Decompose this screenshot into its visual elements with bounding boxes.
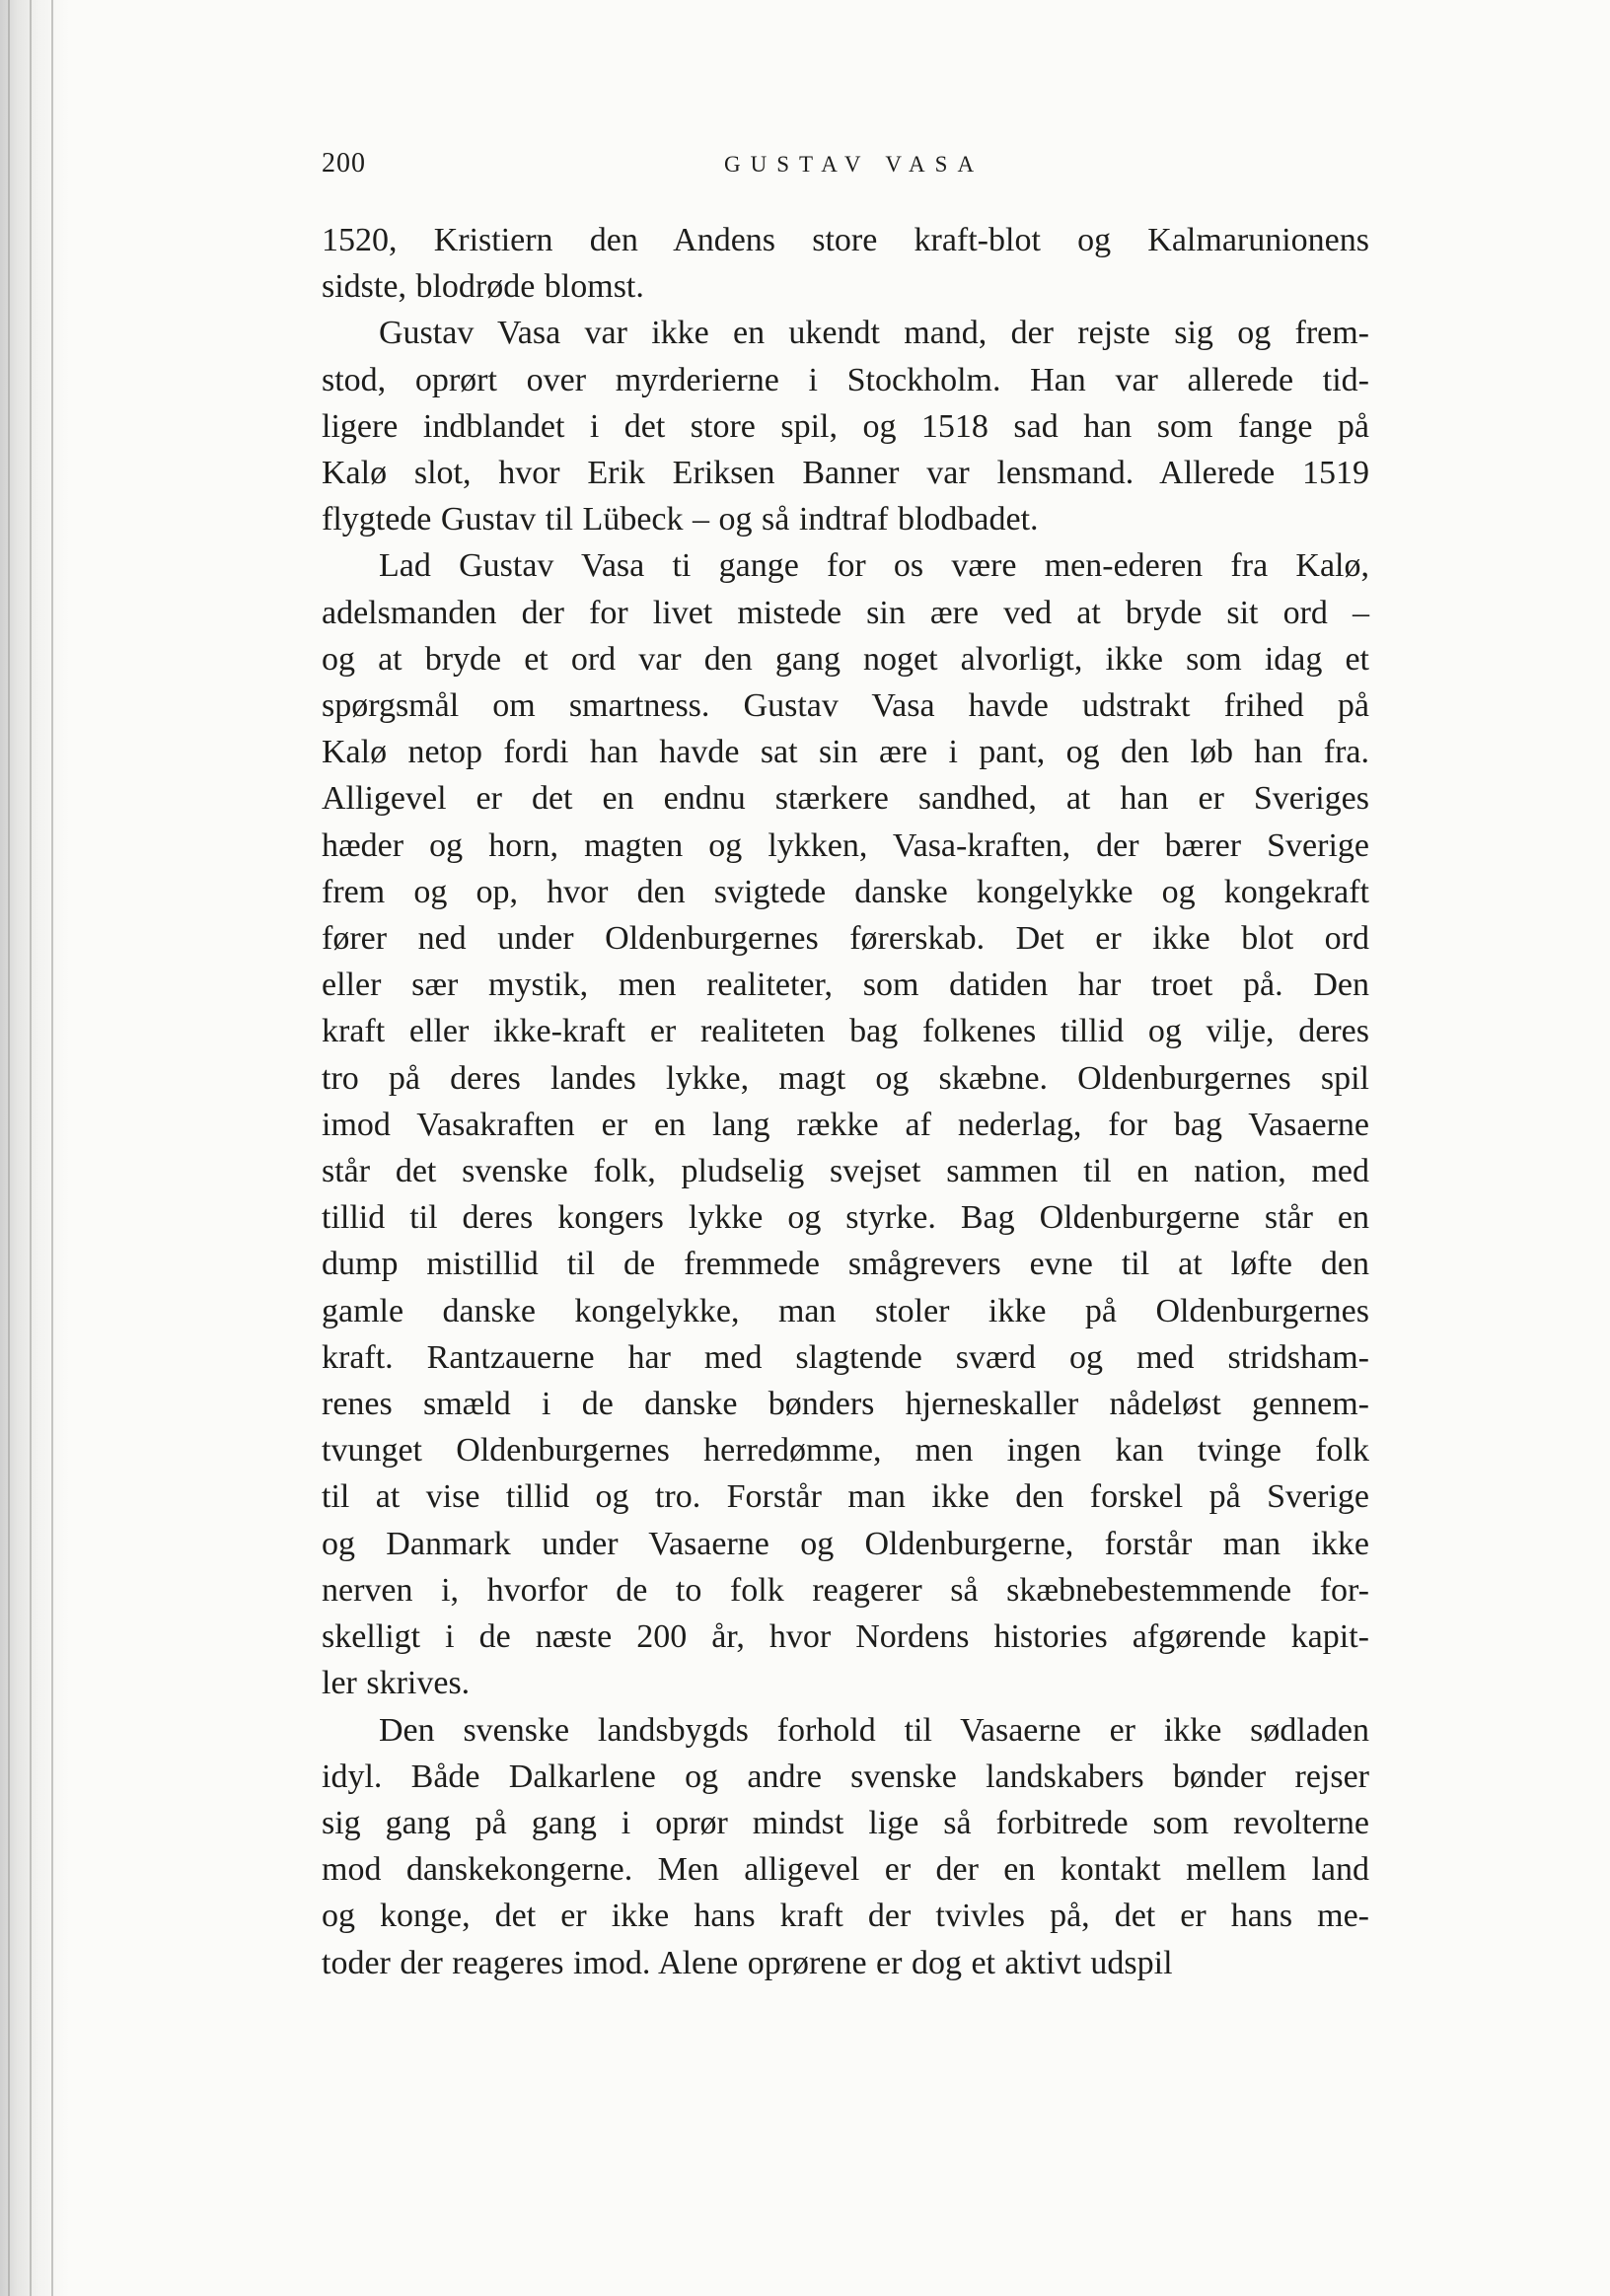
text-line: og Danmark under Vasaerne og Oldenburgerne, forstår man ikke: [322, 1525, 1369, 1562]
text-line: skelligt i de næste 200 år, hvor Nordens histories afgørende kapit-: [322, 1618, 1369, 1656]
paragraph: [322, 1707, 1369, 1986]
gutter-edge-line: [8, 0, 10, 2296]
text-line: frem og op, hvor den svigtede danske kongelykke og kongekraft: [322, 873, 1369, 910]
text-line: og at bryde et ord var den gang noget alvorligt, ikke som idag et: [322, 640, 1369, 678]
text-line: spørgsmål om smartness. Gustav Vasa havde udstrakt frihed på: [322, 687, 1369, 725]
text-line: adelsmanden der for livet mistede sin ære ved at bryde sit ord –: [322, 594, 1369, 631]
paragraph: [322, 310, 1369, 542]
text-line: idyl. Både Dalkarlene og andre svenske landskabers bønder rejser: [322, 1758, 1369, 1795]
text-line: Lad Gustav Vasa ti gange for os være men-ederen fra Kalø,: [379, 547, 1369, 585]
paragraph: [322, 217, 1369, 310]
text-line: Den svenske landsbygds forhold til Vasaerne er ikke sødladen: [379, 1711, 1369, 1749]
text-line: imod Vasakraften er en lang række af nederlag, for bag Vasaerne: [322, 1106, 1369, 1143]
text-line: står det svenske folk, pludselig svejset sammen til en nation, med: [322, 1153, 1369, 1190]
text-line: Gustav Vasa var ikke en ukendt mand, der rejste sig og frem-: [379, 315, 1369, 352]
text-line: kraft eller ikke-kraft er realiteten bag folkenes tillid og vilje, deres: [322, 1013, 1369, 1050]
text-line: gamle danske kongelykke, man stoler ikke på Oldenburgernes: [322, 1292, 1369, 1329]
text-line: hæder og horn, magten og lykken, Vasa-kraften, der bærer Sverige: [322, 826, 1369, 864]
gutter-edge-line: [30, 0, 32, 2296]
text-line: Alligevel er det en endnu stærkere sandhed, at han er Sveriges: [322, 780, 1369, 818]
text-line: tro på deres landes lykke, magt og skæbne. Oldenburgernes spil: [322, 1059, 1369, 1097]
text-line: ligere indblandet i det store spil, og 1518 sad han som fange på: [322, 407, 1369, 445]
page-number: 200: [322, 148, 366, 179]
text-line: eller sær mystik, men realiteter, som datiden har troet på. Den: [322, 967, 1369, 1004]
text-line: til at vise tillid og tro. Forstår man ikke den forskel på Sverige: [322, 1478, 1369, 1516]
text-line: fører ned under Oldenburgernes førerskab. Det er ikke blot ord: [322, 920, 1369, 958]
text-line: Kalø slot, hvor Erik Eriksen Banner var lensmand. Allerede 1519: [322, 455, 1369, 492]
page-body: [322, 217, 1369, 1986]
text-line: ler skrives.: [322, 1665, 471, 1702]
text-line: 1520, Kristiern den Andens store kraft-blot og Kalmarunionens: [322, 222, 1369, 258]
book-gutter-shadow: [0, 0, 69, 2296]
text-line: tillid til deres kongers lykke og styrke. Bag Oldenburgerne står en: [322, 1199, 1369, 1237]
text-line: nerven i, hvorfor de to folk reagerer så skæbnebestemmende for-: [322, 1571, 1369, 1609]
text-line: stod, oprørt over myrderierne i Stockholm. Han var allerede tid-: [322, 361, 1369, 398]
running-title: GUSTAV VASA: [724, 152, 985, 177]
gutter-edge-line: [51, 0, 53, 2296]
paragraph: [322, 542, 1369, 1706]
text-line: dump mistillid til de fremmede smågrevers evne til at løfte den: [322, 1246, 1369, 1283]
text-line: Kalø netop fordi han havde sat sin ære i pant, og den løb han fra.: [322, 734, 1369, 771]
text-line: tvunget Oldenburgernes herredømme, men ingen kan tvinge folk: [322, 1432, 1369, 1470]
text-line: toder der reageres imod. Alene oprørene er dog et aktivt udspil: [322, 1944, 1173, 1981]
text-line: sidste, blodrøde blomst.: [322, 268, 644, 306]
page-header: [322, 148, 1367, 187]
text-line: kraft. Rantzauerne har med slagtende sværd og med stridsham-: [322, 1338, 1369, 1376]
text-line: flygtede Gustav til Lübeck – og så indtraf blodbadet.: [322, 501, 1039, 538]
text-line: sig gang på gang i oprør mindst lige så forbitrede som revolterne: [322, 1804, 1369, 1841]
text-line: renes smæld i de danske bønders hjerneskaller nådeløst gennem-: [322, 1386, 1369, 1423]
text-line: og konge, det er ikke hans kraft der tvivles på, det er hans me-: [322, 1898, 1369, 1935]
text-line: mod danskekongerne. Men alligevel er der en kontakt mellem land: [322, 1851, 1369, 1889]
